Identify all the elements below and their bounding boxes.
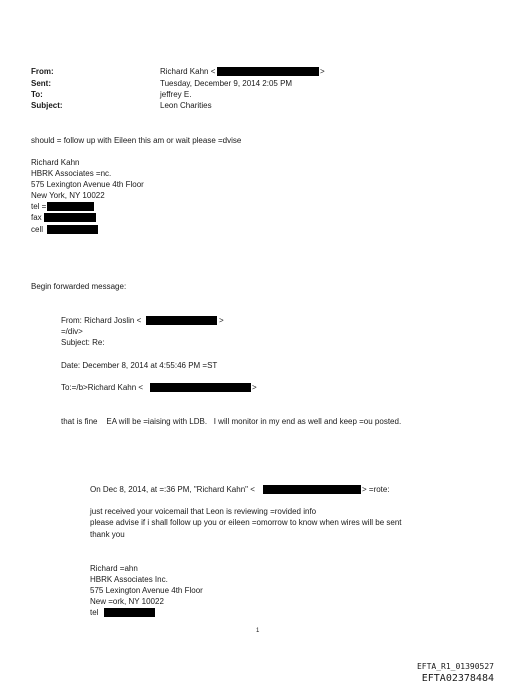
forward-to: To:=/b>Richard Kahn < [61, 383, 144, 392]
signature-company: HBRK Associates =nc. [31, 169, 112, 178]
quoted-line: thank you [90, 530, 125, 539]
quoted-sig-name: Richard =ahn [90, 564, 138, 573]
redaction [104, 608, 155, 617]
signature-tel: tel = [31, 202, 47, 211]
footer-id-primary: EFTA_R1_01390527 [416, 662, 494, 671]
quoted-line: just received your voicemail that Leon is reviewing =rovided info [90, 507, 317, 516]
forward-heading: Begin forwarded message: [31, 282, 127, 291]
quoted-sig-tel: tel [90, 608, 99, 617]
redaction [146, 316, 217, 325]
signature-name: Richard Kahn [31, 158, 80, 167]
quoted-line: please advise if i shall follow up you or eileen =omorrow to know when wires will be sent [90, 518, 402, 527]
redaction [44, 213, 96, 222]
forward-from: From: Richard Joslin < [61, 316, 142, 325]
to-label: To: [31, 90, 43, 99]
from-value: Richard Kahn < [160, 67, 216, 76]
sent-value: Tuesday, December 9, 2014 2:05 PM [160, 79, 293, 88]
redaction [263, 485, 361, 494]
sent-label: Sent: [31, 79, 51, 88]
signature-fax: fax [31, 213, 42, 222]
redaction [150, 383, 251, 392]
quoted-header: On Dec 8, 2014, at =:36 PM, "Richard Kahn" < [90, 485, 255, 494]
forward-from-close: > [219, 316, 224, 325]
quoted-sig-address: 575 Lexington Avenue 4th Floor [90, 586, 203, 595]
from-label: From: [31, 67, 54, 76]
quoted-sig-company: HBRK Associates Inc. [90, 575, 168, 584]
forward-to-close: > [252, 383, 257, 392]
forward-div: =/div> [61, 327, 83, 336]
signature-address: 575 Lexington Avenue 4th Floor [31, 180, 144, 189]
from-close: > [320, 67, 325, 76]
body-line: should = follow up with Eileen this am or wait please =dvise [31, 136, 242, 145]
subject-label: Subject: [31, 101, 63, 110]
quoted-header-end: > =rote: [362, 485, 390, 494]
subject-value: Leon Charities [160, 101, 212, 110]
forward-message: that is fine EA will be =iaising with LDB. I will monitor in my end as well and keep =ou posted. [61, 417, 402, 426]
redaction [47, 202, 94, 211]
page-number: 1 [256, 628, 260, 634]
signature-city: New York, NY 10022 [31, 191, 105, 200]
forward-subject: Subject: Re: [61, 338, 105, 347]
redaction [217, 67, 319, 76]
redaction [47, 225, 98, 234]
signature-cell: cell [31, 225, 44, 234]
footer-id-secondary: EFTA02378484 [421, 673, 494, 684]
quoted-sig-city: New =ork, NY 10022 [90, 597, 164, 606]
to-value: jeffrey E. [160, 90, 192, 99]
forward-date: Date: December 8, 2014 at 4:55:46 PM =ST [61, 361, 218, 370]
